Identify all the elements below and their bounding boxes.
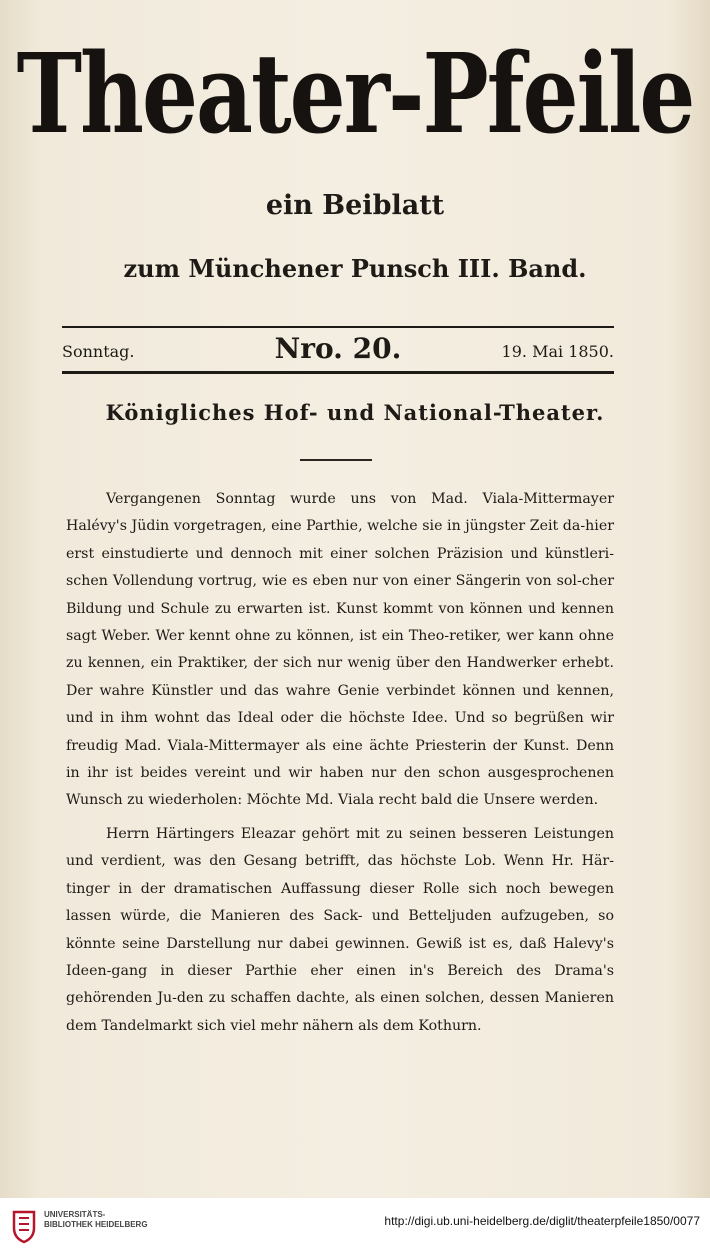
issue-line xyxy=(62,332,614,368)
issue-date: 19. Mai 1850. xyxy=(501,342,614,361)
masthead-series: zum Münchener Punsch III. Band. xyxy=(123,254,587,283)
masthead-subtitle: ein Beiblatt xyxy=(265,190,445,221)
heading-divider xyxy=(300,459,372,461)
issue-number: Nro. 20. xyxy=(274,332,402,365)
source-url-link[interactable]: http://digi.ub.uni-heidelberg.de/diglit/theaterpfeile1850/0077 xyxy=(384,1214,700,1228)
bottom-rule xyxy=(62,371,614,374)
library-crest-icon xyxy=(10,1208,38,1244)
library-name: UNIVERSITÄTS-BIBLIOTHEK HEIDELBERG xyxy=(44,1210,148,1229)
article-heading: Königliches Hof- und National-Theater. xyxy=(105,400,605,425)
issue-day: Sonntag. xyxy=(62,342,135,361)
library-logo[interactable] xyxy=(10,1206,150,1246)
masthead-title: Theater-Pfeile xyxy=(16,28,694,158)
article-body xyxy=(66,486,614,1040)
paragraph-2: Herrn Härtingers Eleazar gehört mit zu seinen besseren Leistungen und verdient, was den Gesang betrifft, das höchste Lob. Wenn Hr. Här-tinger in der dramatischen Auffassung dieser Rolle sich noch bewegen lassen würde, die Manieren des Sack- und Betteljuden aufzugeben, so könnte seine Darstellung nur dabei gewinnen. Gewiß ist es, daß Halevy's Ideen-gang in dieser Parthie eher einen in's Bereich des Drama's gehörenden Ju-den zu schaffen dachte, als einen solchen, dessen Manieren dem Tandelmarkt sich viel mehr nähern als dem Kothurn. xyxy=(66,825,614,1034)
top-rule xyxy=(62,326,614,328)
viewer-footer xyxy=(0,1198,710,1251)
paragraph-1: Vergangenen Sonntag wurde uns von Mad. Viala-Mittermayer Halévy's Jüdin vorgetragen, eine Parthie, welche sie in jüngster Zeit da-hier erst einstudierte und dennoch mit einer solchen Präzision und künstleri-schen Vollendung vortrug, wie es eben nur von einer Sängerin von sol-cher Bildung und Schule zu erwarten ist. Kunst kommt von können und kennen sagt Weber. Wer kennt ohne zu können, ist ein Theo-retiker, wer kann ohne zu kennen, ein Praktiker, der sich nur wenig über den Handwerker erhebt. Der wahre Künstler und das wahre Genie verbindet können und kennen, und in ihm wohnt das Ideal oder die höchste Idee. Und so begrüßen wir freudig Mad. Viala-Mittermayer als eine ächte Priesterin der Kunst. Denn in ihr ist beides vereint und wir haben nur den schon ausgesprochenen Wunsch zu wiederholen: Möchte Md. Viala recht bald die Unsere werden. xyxy=(66,491,614,809)
